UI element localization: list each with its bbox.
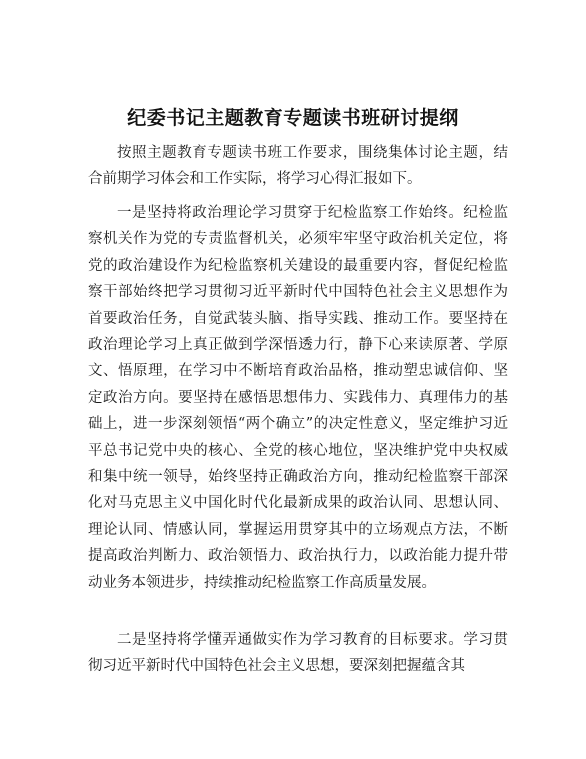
paragraph-intro: 按照主题教育专题读书班工作要求，围绕集体讨论主题，结合前期学习体会和工作实际，将学习心得汇报如下。 bbox=[88, 145, 508, 188]
paragraph-point-one: 一是坚持将政治理论学习贯穿于纪检监察工作始终。纪检监察机关作为党的专责监督机关，必须牢牢坚守政治机关定位，将党的政治建设作为纪检监察机关建设的最重要内容，督促纪检监察干部始终把学习贯彻习近平新时代中国特色社会主义思想作为首要政治任务，自觉武装头脑、指导实践、推动工作。要坚持在政治理论学习上真正做到学深悟透力行，静下心来读原著、学原文、悟原理，在学习中不断培育政治品格，推动塑忠诚信仰、坚定政治方向。要坚持在感悟思想伟力、实践伟力、真理伟力的基础上，进一步深刻领悟“两个确立”的决定性意义，坚定维护习近平总书记党中央的核心、全党的核心地位，坚决维护党中央权威和集中统一领导，始终坚持正确政治方向，推动纪检监察干部深化对马克思主义中国化时代化最新成果的政治认同、思想认同、理论认同、情感认同，掌握运用贯穿其中的立场观点方法，不断提高政治判断力、政治领悟力、政治执行力，以政治能力提升带动业务本领进步，持续推动纪检监察工作高质量发展。 bbox=[88, 205, 508, 591]
paragraph-point-two: 二是坚持将学懂弄通做实作为学习教育的目标要求。学习贯彻习近平新时代中国特色社会主义思想，要深刻把握蕴含其 bbox=[88, 632, 508, 675]
document-title: 纪委书记主题教育专题读书班研讨提纲 bbox=[127, 107, 459, 129]
